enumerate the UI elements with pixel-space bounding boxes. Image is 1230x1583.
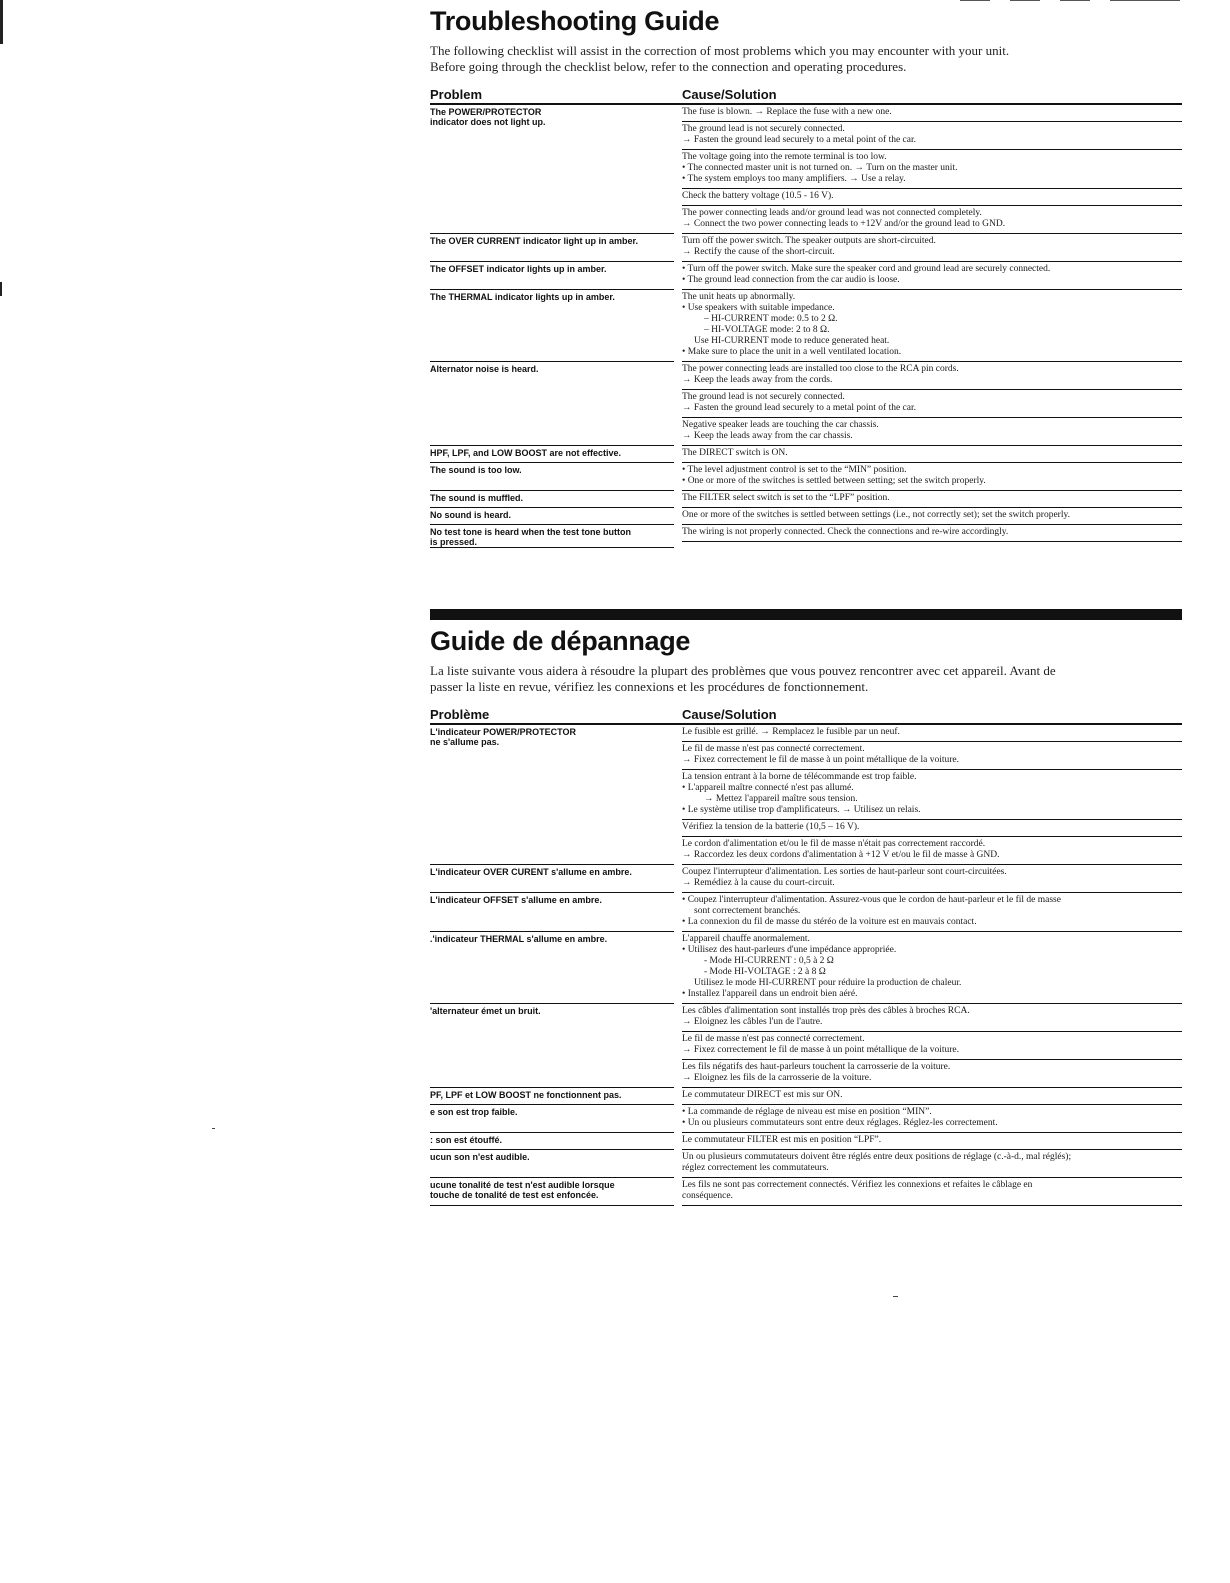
problem-cell bbox=[430, 262, 674, 290]
solution-block bbox=[682, 1105, 1182, 1133]
table-row bbox=[430, 725, 1182, 865]
solution-cell bbox=[682, 491, 1182, 508]
solution-text: The FILTER select switch is set to the “LPF” position. bbox=[682, 493, 890, 503]
solution-text: • La commande de réglage de niveau est mise en position “MIN”. bbox=[682, 1107, 932, 1117]
table-row bbox=[430, 234, 1182, 262]
problem-text: touche de tonalité de test est enfoncée. bbox=[430, 1190, 599, 1200]
solution-block bbox=[682, 362, 1182, 390]
table-header bbox=[430, 707, 1182, 725]
english-section bbox=[430, 6, 1182, 548]
solution-text: Negative speaker leads are touching the car chassis. bbox=[682, 420, 879, 430]
table-body bbox=[430, 725, 1182, 1206]
solution-cell bbox=[682, 362, 1182, 446]
solution-block bbox=[682, 122, 1182, 150]
solution-block bbox=[682, 1178, 1182, 1206]
intro-line: The following checklist will assist in the correction of most problems which you may encounter with your unit. bbox=[430, 43, 1010, 58]
solution-text: • L'appareil maître connecté n'est pas allumé. bbox=[682, 783, 854, 793]
solution-text: The ground lead is not securely connected. bbox=[682, 124, 845, 134]
solution-text: Vérifiez la tension de la batterie (10,5 – 16 V). bbox=[682, 822, 860, 832]
problem-text: ucun son n'est audible. bbox=[430, 1152, 530, 1162]
problem-cell bbox=[430, 893, 674, 932]
solution-text: La tension entrant à la borne de télécommande est trop faible. bbox=[682, 772, 917, 782]
solution-block bbox=[682, 1150, 1182, 1178]
solution-cell bbox=[682, 105, 1182, 234]
table-row bbox=[430, 1133, 1182, 1150]
solution-text: Coupez l'interrupteur d'alimentation. Les sorties de haut-parleur sont court-circuitées. bbox=[682, 867, 1007, 877]
french-intro bbox=[430, 663, 1182, 695]
solution-header: Cause/Solution bbox=[682, 87, 777, 102]
solution-text: Utilisez le mode HI-CURRENT pour réduire la production de chaleur. bbox=[694, 978, 962, 988]
solution-text: - Mode HI-VOLTAGE : 2 à 8 Ω bbox=[704, 967, 826, 977]
solution-cell bbox=[682, 525, 1182, 548]
table-row bbox=[430, 525, 1182, 548]
solution-cell bbox=[682, 446, 1182, 463]
solution-text: Use HI-CURRENT mode to reduce generated heat. bbox=[694, 336, 890, 346]
problem-text: Alternator noise is heard. bbox=[430, 364, 539, 374]
solution-text: • The level adjustment control is set to the “MIN” position. bbox=[682, 465, 907, 475]
problem-text: is pressed. bbox=[430, 537, 478, 547]
solution-text: Les fils ne sont pas correctement connectés. Vérifiez les connexions et refaites le câblage en bbox=[682, 1180, 1033, 1190]
solution-text: Le cordon d'alimentation et/ou le fil de masse n'était pas correctement raccordé. bbox=[682, 839, 986, 849]
intro-line: passer la liste en revue, vérifiez les connexions et les procédures de fonctionnement. bbox=[430, 679, 869, 694]
problem-text: L'indicateur OVER CURENT s'allume en ambre. bbox=[430, 867, 632, 877]
problem-text: ucune tonalité de test n'est audible lorsque bbox=[430, 1180, 615, 1190]
solution-text: → Connect the two power connecting leads to +12V and/or the ground lead to GND. bbox=[682, 219, 1006, 229]
problem-text: The sound is too low. bbox=[430, 465, 522, 475]
problem-cell bbox=[430, 508, 674, 525]
solution-text: One or more of the switches is settled between settings (i.e., not correctly set); set the switch properly. bbox=[682, 510, 1070, 520]
problem-text: The OFFSET indicator lights up in amber. bbox=[430, 264, 607, 274]
solution-block bbox=[682, 491, 1182, 508]
solution-text: → Mettez l'appareil maître sous tension. bbox=[704, 794, 858, 804]
table-row bbox=[430, 1105, 1182, 1133]
solution-text: Le fusible est grillé. → Remplacez le fusible par un neuf. bbox=[682, 727, 900, 737]
solution-text: The DIRECT switch is ON. bbox=[682, 448, 788, 458]
solution-cell bbox=[682, 865, 1182, 893]
problem-text: PF, LPF et LOW BOOST ne fonctionnent pas. bbox=[430, 1090, 622, 1100]
solution-header: Cause/Solution bbox=[682, 707, 777, 722]
table-row bbox=[430, 932, 1182, 1004]
solution-text: – HI-VOLTAGE mode: 2 to 8 Ω. bbox=[704, 325, 830, 335]
problem-header: Problem bbox=[430, 87, 483, 102]
solution-text: Turn off the power switch. The speaker outputs are short-circuited. bbox=[682, 236, 936, 246]
solution-text: réglez correctement les commutateurs. bbox=[682, 1163, 829, 1173]
solution-block bbox=[682, 820, 1182, 837]
solution-text: • Installez l'appareil dans un endroit bien aéré. bbox=[682, 989, 858, 999]
solution-text: Check the battery voltage (10.5 - 16 V). bbox=[682, 191, 834, 201]
solution-cell bbox=[682, 893, 1182, 932]
problem-cell bbox=[430, 865, 674, 893]
solution-text: → Keep the leads away from the cords. bbox=[682, 375, 833, 385]
solution-text: The power connecting leads and/or ground lead was not connected completely. bbox=[682, 208, 982, 218]
problem-text: е son est trop faible. bbox=[430, 1107, 518, 1117]
problem-text: : son est étouffé. bbox=[430, 1135, 503, 1145]
problem-cell bbox=[430, 1133, 674, 1150]
solution-text: Les fils négatifs des haut-parleurs touchent la carrosserie de la voiture. bbox=[682, 1062, 951, 1072]
problem-text: No sound is heard. bbox=[430, 510, 512, 520]
problem-text: indicator does not light up. bbox=[430, 117, 546, 127]
problem-text: 'alternateur émet un bruit. bbox=[430, 1006, 541, 1016]
solution-text: The wiring is not properly connected. Check the connections and re-wire accordingly. bbox=[682, 527, 1009, 537]
solution-text: • Un ou plusieurs commutateurs sont entre deux réglages. Réglez-les correctement. bbox=[682, 1118, 998, 1128]
solution-text: → Fixez correctement le fil de masse à un point métallique de la voiture. bbox=[682, 755, 959, 765]
table-row bbox=[430, 262, 1182, 290]
english-intro bbox=[430, 43, 1182, 75]
solution-block bbox=[682, 1004, 1182, 1032]
solution-text: → Fixez correctement le fil de masse à un point métallique de la voiture. bbox=[682, 1045, 959, 1055]
solution-text: • The system employs too many amplifiers. → Use a relay. bbox=[682, 174, 906, 184]
problem-cell bbox=[430, 446, 674, 463]
problem-cell bbox=[430, 362, 674, 446]
english-title: Troubleshooting Guide bbox=[430, 6, 720, 36]
solution-block bbox=[682, 206, 1182, 234]
table-row bbox=[430, 446, 1182, 463]
solution-text: → Raccordez les deux cordons d'alimentation à +12 V et/ou le fil de masse à GND. bbox=[682, 850, 1000, 860]
table-row bbox=[430, 1004, 1182, 1088]
solution-text: • La connexion du fil de masse du stéréo de la voiture est en mauvais contact. bbox=[682, 917, 977, 927]
solution-cell bbox=[682, 1088, 1182, 1105]
solution-block bbox=[682, 262, 1182, 290]
table-row bbox=[430, 491, 1182, 508]
solution-cell bbox=[682, 234, 1182, 262]
intro-line: Before going through the checklist below, refer to the connection and operating procedures. bbox=[430, 59, 907, 74]
problem-cell bbox=[430, 932, 674, 1004]
section-divider-bar bbox=[430, 609, 1182, 620]
table-row bbox=[430, 508, 1182, 525]
solution-text: • Le système utilise trop d'amplificateurs. → Utilisez un relais. bbox=[682, 805, 921, 815]
solution-block bbox=[682, 150, 1182, 189]
solution-text: → Remédiez à la cause du court-circuit. bbox=[682, 878, 835, 888]
solution-block bbox=[682, 463, 1182, 491]
solution-text: L'appareil chauffe anormalement. bbox=[682, 934, 810, 944]
solution-text: • The connected master unit is not turned on. → Turn on the master unit. bbox=[682, 163, 958, 173]
solution-block bbox=[682, 189, 1182, 206]
solution-text: → Keep the leads away from the car chassis. bbox=[682, 431, 853, 441]
solution-block bbox=[682, 1133, 1182, 1150]
problem-text: The sound is muffled. bbox=[430, 493, 524, 503]
problem-text: L'indicateur POWER/PROTECTOR bbox=[430, 727, 576, 737]
problem-cell bbox=[430, 491, 674, 508]
problem-text: L'indicateur OFFSET s'allume en ambre. bbox=[430, 895, 602, 905]
solution-block bbox=[682, 893, 1182, 932]
solution-text: Le fil de masse n'est pas connecté correctement. bbox=[682, 1034, 865, 1044]
solution-text: The voltage going into the remote terminal is too low. bbox=[682, 152, 887, 162]
french-title: Guide de dépannage bbox=[430, 626, 691, 656]
solution-cell bbox=[682, 290, 1182, 362]
solution-text: • One or more of the switches is settled between setting; set the switch properly. bbox=[682, 476, 986, 486]
table-row bbox=[430, 362, 1182, 446]
table-row bbox=[430, 1088, 1182, 1105]
solution-cell bbox=[682, 932, 1182, 1004]
solution-cell bbox=[682, 1004, 1182, 1088]
problem-text: ne s'allume pas. bbox=[430, 737, 500, 747]
solution-text: • Coupez l'interrupteur d'alimentation. Assurez-vous que le cordon de haut-parleur et le fil de masse bbox=[682, 895, 1061, 905]
problem-text: No test tone is heard when the test tone button bbox=[430, 527, 632, 537]
solution-text: The unit heats up abnormally. bbox=[682, 292, 796, 302]
table-row bbox=[430, 463, 1182, 491]
problem-text: The POWER/PROTECTOR bbox=[430, 107, 542, 117]
problem-text: .'indicateur THERMAL s'allume en ambre. bbox=[430, 934, 608, 944]
solution-text: → Fasten the ground lead securely to a metal point of the car. bbox=[682, 403, 916, 413]
solution-text: • The ground lead connection from the car audio is loose. bbox=[682, 275, 900, 285]
solution-text: The power connecting leads are installed too close to the RCA pin cords. bbox=[682, 364, 959, 374]
solution-text: Les câbles d'alimentation sont installés trop près des câbles à broches RCA. bbox=[682, 1006, 970, 1016]
solution-text: sont correctement branchés. bbox=[694, 906, 801, 916]
problem-cell bbox=[430, 1004, 674, 1088]
solution-text: The ground lead is not securely connected. bbox=[682, 392, 845, 402]
solution-cell bbox=[682, 1133, 1182, 1150]
problem-cell bbox=[430, 234, 674, 262]
solution-text: → Fasten the ground lead securely to a metal point of the car. bbox=[682, 135, 916, 145]
solution-text: → Eloignez les câbles l'un de l'autre. bbox=[682, 1017, 823, 1027]
solution-block bbox=[682, 234, 1182, 262]
problem-cell bbox=[430, 1178, 674, 1206]
solution-block bbox=[682, 1032, 1182, 1060]
solution-cell bbox=[682, 508, 1182, 525]
solution-block bbox=[682, 770, 1182, 820]
problem-header: Problème bbox=[430, 707, 490, 722]
problem-text: HPF, LPF, and LOW BOOST are not effective. bbox=[430, 448, 622, 458]
table-row bbox=[430, 1150, 1182, 1178]
table-row bbox=[430, 893, 1182, 932]
problem-cell bbox=[430, 290, 674, 362]
problem-text: The THERMAL indicator lights up in amber. bbox=[430, 292, 615, 302]
solution-block bbox=[682, 932, 1182, 1004]
solution-block bbox=[682, 725, 1182, 742]
problem-cell bbox=[430, 105, 674, 234]
solution-cell bbox=[682, 725, 1182, 865]
solution-block bbox=[682, 418, 1182, 446]
problem-cell bbox=[430, 725, 674, 865]
solution-text: Un ou plusieurs commutateurs doivent être réglés entre deux positions de réglage (c.-à-d., mal réglés); bbox=[682, 1152, 1072, 1162]
solution-block bbox=[682, 1088, 1182, 1105]
table-row bbox=[430, 290, 1182, 362]
solution-text: • Make sure to place the unit in a well ventilated location. bbox=[682, 347, 902, 357]
solution-block bbox=[682, 105, 1182, 122]
scan-speck bbox=[212, 1128, 215, 1129]
page-edge-mark bbox=[0, 0, 3, 44]
solution-block bbox=[682, 865, 1182, 893]
scan-speck bbox=[893, 1296, 898, 1297]
top-dash-line bbox=[1060, 0, 1090, 1]
solution-text: conséquence. bbox=[682, 1191, 733, 1201]
solution-cell bbox=[682, 1150, 1182, 1178]
table-row bbox=[430, 105, 1182, 234]
solution-block bbox=[682, 390, 1182, 418]
problem-cell bbox=[430, 1088, 674, 1105]
french-section bbox=[430, 626, 1182, 1206]
solution-text: Le commutateur DIRECT est mis sur ON. bbox=[682, 1090, 843, 1100]
solution-block bbox=[682, 1060, 1182, 1088]
table-header bbox=[430, 87, 1182, 105]
solution-text: • Utilisez des haut-parleurs d'une impédance appropriée. bbox=[682, 945, 897, 955]
english-troubleshooting-table bbox=[430, 87, 1182, 548]
solution-block bbox=[682, 508, 1182, 525]
solution-text: → Eloignez les fils de la carrosserie de la voiture. bbox=[682, 1073, 872, 1083]
solution-cell bbox=[682, 1178, 1182, 1206]
solution-text: → Rectify the cause of the short-circuit. bbox=[682, 247, 835, 257]
solution-cell bbox=[682, 1105, 1182, 1133]
problem-text: The OVER CURRENT indicator light up in amber. bbox=[430, 236, 639, 246]
solution-text: Le fil de masse n'est pas connecté correctement. bbox=[682, 744, 865, 754]
solution-text: - Mode HI-CURRENT : 0,5 à 2 Ω bbox=[704, 956, 834, 966]
solution-block bbox=[682, 446, 1182, 463]
solution-block bbox=[682, 742, 1182, 770]
page-edge-mark bbox=[0, 282, 2, 296]
solution-text: Le commutateur FILTER est mis en position “LPF”. bbox=[682, 1135, 882, 1145]
problem-cell bbox=[430, 1150, 674, 1178]
problem-cell bbox=[430, 463, 674, 491]
table-body bbox=[430, 105, 1182, 548]
table-row bbox=[430, 1178, 1182, 1206]
top-dash-line bbox=[960, 0, 990, 1]
solution-block bbox=[682, 525, 1182, 542]
top-dash-line bbox=[1010, 0, 1040, 1]
solution-text: • Use speakers with suitable impedance. bbox=[682, 303, 835, 313]
intro-line: La liste suivante vous aidera à résoudre la plupart des problèmes que vous pouvez rencontrer avec cet appareil. Avant de bbox=[430, 663, 1056, 678]
problem-cell bbox=[430, 525, 674, 548]
solution-block bbox=[682, 837, 1182, 865]
solution-cell bbox=[682, 463, 1182, 491]
solution-text: The fuse is blown. → Replace the fuse with a new one. bbox=[682, 107, 892, 117]
solution-text: – HI-CURRENT mode: 0.5 to 2 Ω. bbox=[704, 314, 838, 324]
solution-cell bbox=[682, 262, 1182, 290]
top-dash-line bbox=[1110, 0, 1180, 1]
french-troubleshooting-table bbox=[430, 707, 1182, 1206]
problem-cell bbox=[430, 1105, 674, 1133]
solution-block bbox=[682, 290, 1182, 362]
solution-text: • Turn off the power switch. Make sure the speaker cord and ground lead are securely connected. bbox=[682, 264, 1051, 274]
table-row bbox=[430, 865, 1182, 893]
